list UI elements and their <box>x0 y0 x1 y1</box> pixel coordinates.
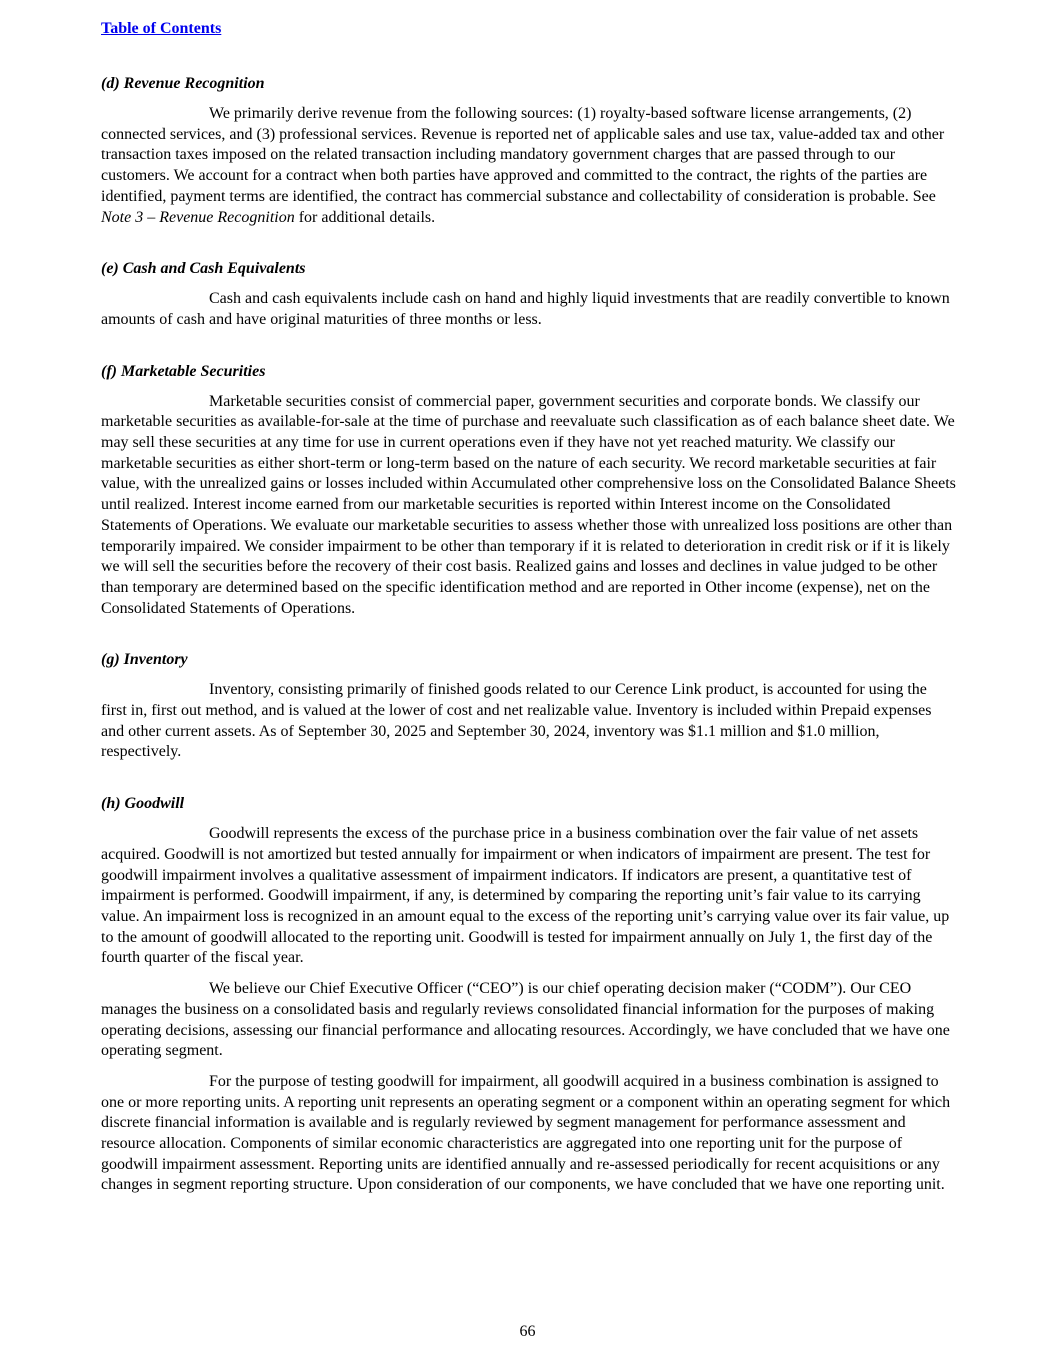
note-reference: Note 3 – Revenue Recognition <box>101 208 295 226</box>
section-heading: (d) Revenue Recognition <box>101 75 265 92</box>
section-heading: (f) Marketable Securities <box>101 362 266 380</box>
section-marketable-securities <box>101 361 956 620</box>
section-paragraph: Marketable securities consist of commercial paper, government securities and corporate bonds. We classify our marketable securities as available-for-sale at the time of purchase and reevaluate such classification as of each balance sheet date. We may sell these securities at any time for use in current operations even if they have not yet reached maturity. We classify our marketable securities as either short-term or long-term based on the nature of each security. We record marketable securities at fair value, with the unrealized gains or losses included within Accumulated other comprehensive loss on the Consolidated Balance Sheets until realized. Interest income earned from our marketable securities is reported within Interest income on the Consolidated Statements of Operations. We evaluate our marketable securities to assess whether those with unrealized loss positions are other than temporarily impaired. We consider impairment to be other than temporary if it is related to deterioration in credit risk or if it is likely we will sell the securities before the recovery of their cost basis. Realized gains and losses and declines in value judged to be other than temporary are determined based on the specific identification method and are reported in Other income (expense), net on the Consolidated Statements of Operations. <box>101 392 956 617</box>
table-of-contents-link[interactable]: Table of Contents <box>101 20 222 37</box>
paragraph-text: for additional details. <box>294 208 436 226</box>
section-goodwill <box>101 793 956 1196</box>
section-paragraph: Cash and cash equivalents include cash on hand and highly liquid investments that are readily convertible to known amounts of cash and have original maturities of three months or less. <box>101 290 950 328</box>
section-cash-equivalents <box>101 258 956 330</box>
document-page <box>101 18 956 1196</box>
section-heading: (e) Cash and Cash Equivalents <box>101 260 306 278</box>
section-paragraph <box>101 104 956 228</box>
section-heading: (g) Inventory <box>101 651 188 669</box>
section-heading: (h) Goodwill <box>101 795 185 813</box>
paragraph-text: We primarily derive revenue from the following sources: (1) royalty-based software license arrangements, (2) connected services, and (3) professional services. Revenue is reported net of applicable sales and use tax, value-added tax and other transaction taxes imposed on the related transaction including mandatory government charges that are passed through to our customers. We account for a contract when both parties have approved and committed to the contract, the rights of the parties are identified, payment terms are identified, the contract has commercial substance and collectability of consideration is probable. See <box>101 105 945 205</box>
section-paragraph: We believe our Chief Executive Officer (“CEO”) is our chief operating decision maker (“CODM”). Our CEO manages the business on a consolidated basis and regularly reviews consolidated financial information for the purposes of making operating decisions, assessing our financial performance and allocating resources. Accordingly, we have concluded that we have one operating segment. <box>101 980 950 1060</box>
section-paragraph: Inventory, consisting primarily of finished goods related to our Cerence Link product, is accounted for using the first in, first out method, and is valued at the lower of cost and net realizable value. Inventory is included within Prepaid expenses and other current assets. As of September 30, 2025 and September 30, 2024, inventory was $1.1 million and $1.0 million, respectively. <box>101 681 932 761</box>
section-inventory <box>101 649 956 763</box>
section-revenue-recognition <box>101 73 956 228</box>
section-paragraph: For the purpose of testing goodwill for impairment, all goodwill acquired in a business combination is assigned to one or more reporting units. A reporting unit represents an operating segment or a component within an operating segment for which discrete financial information is available and is regularly reviewed by segment management for performance assessment and resource allocation. Components of similar economic characteristics are aggregated into one reporting unit for the purpose of goodwill impairment assessment. Reporting units are identified annually and re-assessed periodically for recent acquisitions or any changes in segment reporting structure. Upon consideration of our components, we have concluded that we have one reporting unit. <box>101 1072 951 1194</box>
section-paragraph: Goodwill represents the excess of the purchase price in a business combination over the fair value of net assets acquired. Goodwill is not amortized but tested annually for impairment or when indicators of impairment are present. The test for goodwill impairment involves a qualitative assessment of impairment indicators. If indicators are present, a quantitative test of impairment is performed. Goodwill impairment, if any, is determined by comparing the reporting unit’s fair value to its carrying value. An impairment loss is recognized in an amount equal to the excess of the reporting unit’s carrying value over its fair value, up to the amount of goodwill allocated to the reporting unit. Goodwill is tested for impairment annually on July 1, the first day of the fourth quarter of the fiscal year. <box>101 825 950 967</box>
page-number: 66 <box>519 1323 536 1340</box>
